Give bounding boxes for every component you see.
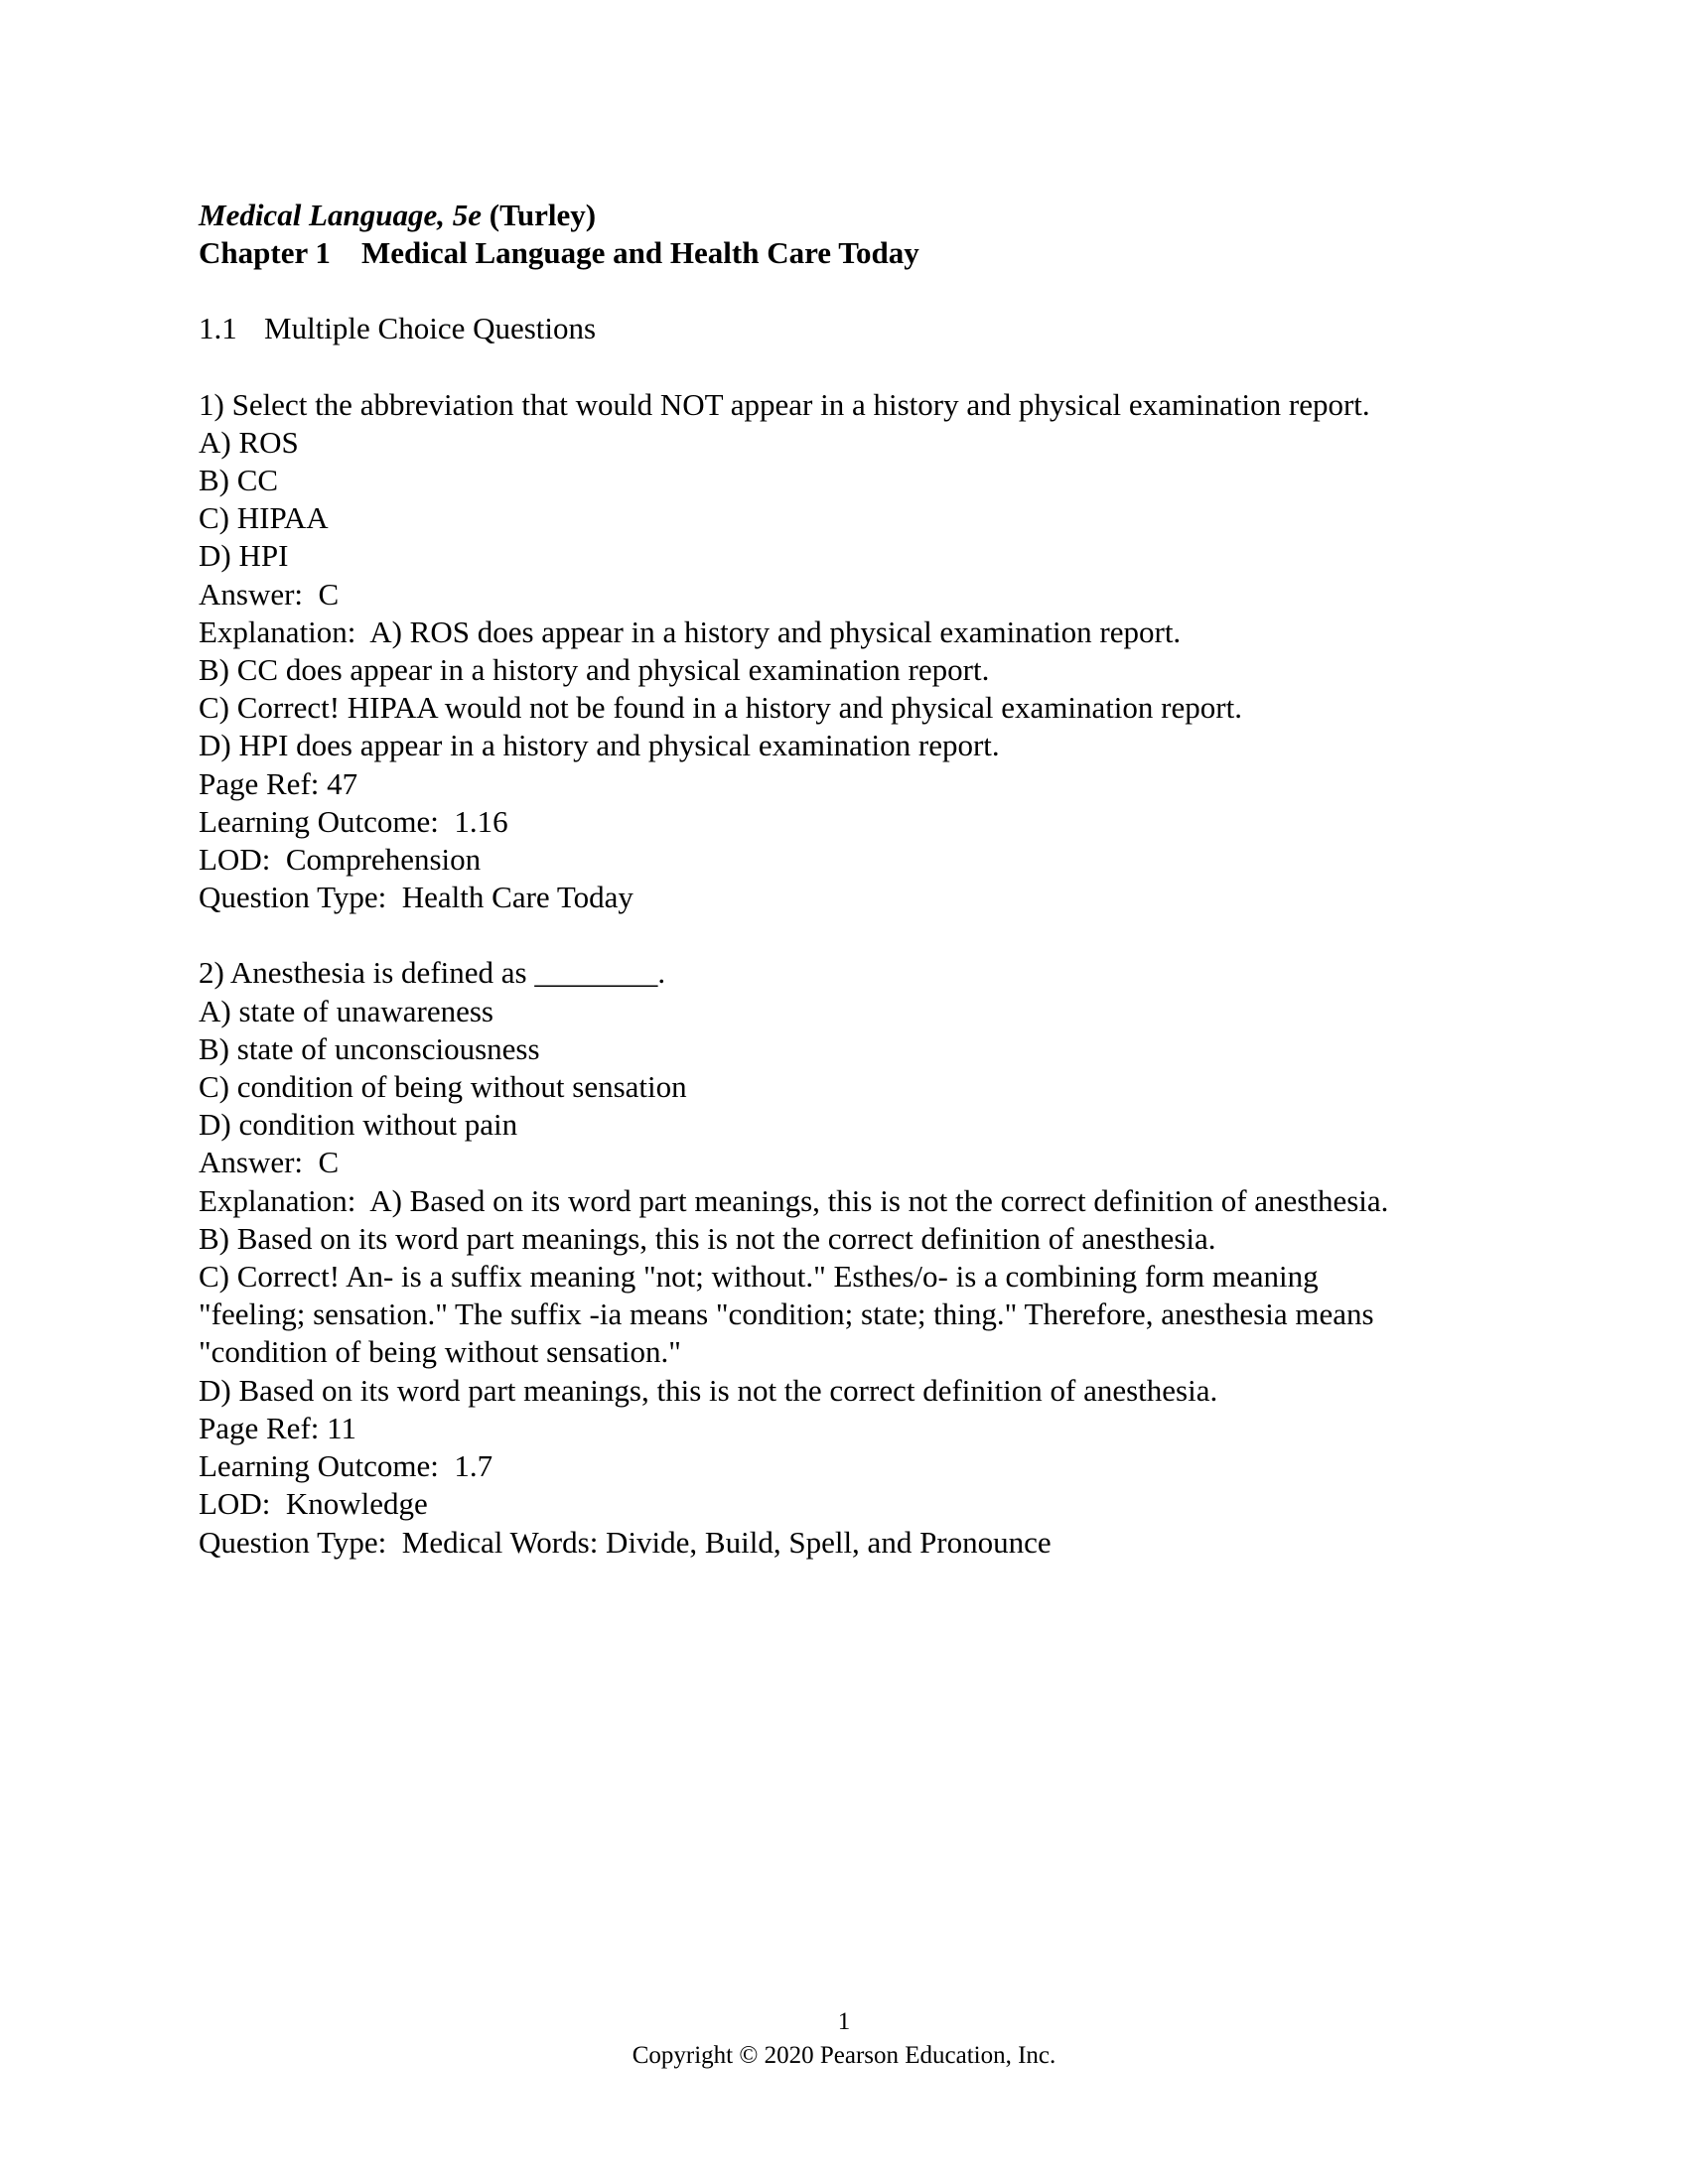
option-c: C) condition of being without sensation	[199, 1069, 687, 1105]
book-title: Medical Language, 5e	[199, 198, 482, 232]
explanation-line: "condition of being without sensation."	[199, 1334, 681, 1370]
page-ref: Page Ref: 47	[199, 765, 358, 801]
page-ref: Page Ref: 11	[199, 1410, 356, 1445]
chapter-title-line	[199, 234, 1509, 272]
explanation-line: Explanation: A) Based on its word part meanings, this is not the correct definition of anesthesia.	[199, 1182, 1389, 1218]
document-page	[199, 197, 1509, 1562]
copyright-notice: Copyright © 2020 Pearson Education, Inc.	[632, 2042, 1056, 2069]
question-type: Question Type: Health Care Today	[199, 880, 633, 915]
option-d: D) condition without pain	[199, 1107, 518, 1143]
chapter-label: Chapter 1	[199, 235, 331, 271]
page-number: 1	[837, 2008, 851, 2035]
spacer	[199, 348, 1509, 386]
section-number: 1.1	[199, 311, 237, 346]
option-d: D) HPI	[199, 538, 289, 574]
spacer	[199, 916, 1509, 954]
answer: Answer: C	[199, 1145, 340, 1180]
learning-outcome: Learning Outcome: 1.7	[199, 1448, 493, 1484]
spacer	[199, 272, 1509, 310]
explanation-line: D) Based on its word part meanings, this is not the correct definition of anesthesia.	[199, 1372, 1218, 1408]
option-c: C) HIPAA	[199, 500, 329, 536]
lod: LOD: Comprehension	[199, 842, 482, 878]
question-stem: 2) Anesthesia is defined as ________.	[199, 955, 666, 991]
answer: Answer: C	[199, 576, 340, 612]
question-stem: 1) Select the abbreviation that would NOT appear in a history and physical examination report.	[199, 386, 1370, 422]
option-b: B) state of unconsciousness	[199, 1030, 540, 1066]
book-title-line	[199, 197, 1509, 234]
question-1	[199, 386, 1509, 917]
explanation-line: B) Based on its word part meanings, this is not the correct definition of anesthesia.	[199, 1220, 1216, 1256]
question-type: Question Type: Medical Words: Divide, Build, Spell, and Pronounce	[199, 1524, 1052, 1560]
question-2	[199, 954, 1509, 1561]
option-b: B) CC	[199, 463, 279, 498]
explanation-line: D) HPI does appear in a history and physical examination report.	[199, 728, 1000, 763]
explanation-line: "feeling; sensation." The suffix -ia means "condition; state; thing." Therefore, anesthesia means	[199, 1297, 1374, 1332]
option-a: A) ROS	[199, 424, 299, 460]
learning-outcome: Learning Outcome: 1.16	[199, 803, 508, 839]
explanation-line: C) Correct! An- is a suffix meaning "not; without." Esthes/o- is a combining form meaning	[199, 1259, 1319, 1295]
explanation-line: Explanation: A) ROS does appear in a history and physical examination report.	[199, 614, 1182, 649]
book-author: (Turley)	[482, 198, 597, 232]
section-title: Multiple Choice Questions	[264, 311, 597, 346]
option-a: A) state of unawareness	[199, 993, 493, 1028]
explanation-line: C) Correct! HIPAA would not be found in a history and physical examination report.	[199, 690, 1242, 726]
explanation-line: B) CC does appear in a history and physical examination report.	[199, 652, 990, 688]
section-heading	[199, 310, 1509, 347]
chapter-title: Medical Language and Health Care Today	[361, 235, 919, 271]
lod: LOD: Knowledge	[199, 1486, 428, 1522]
